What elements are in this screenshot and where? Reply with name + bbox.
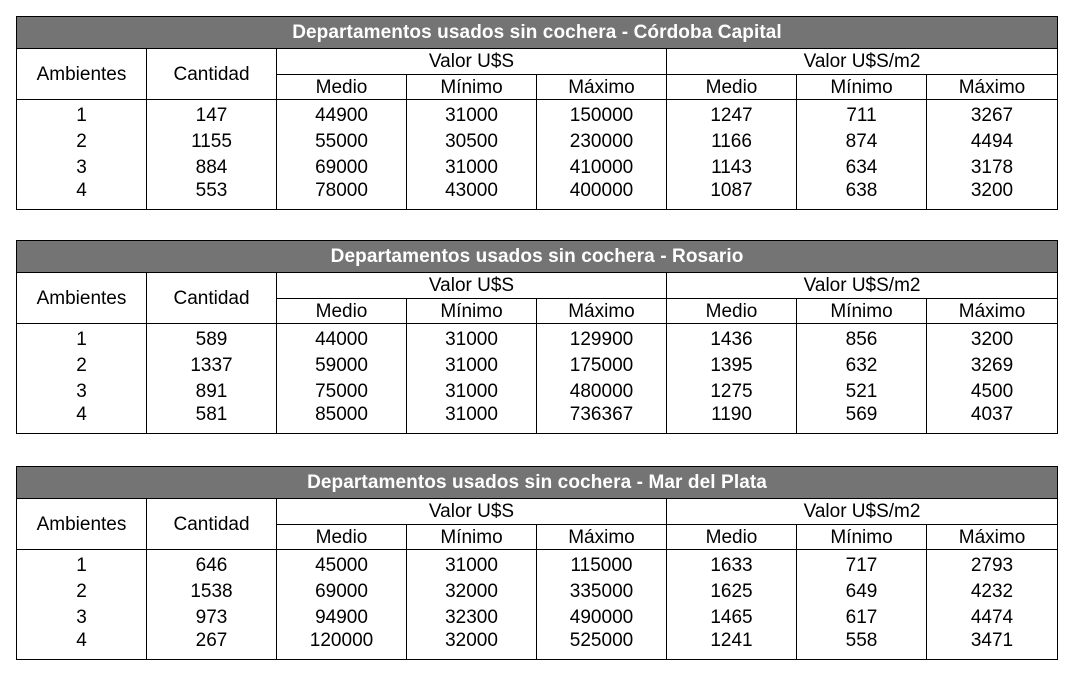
cell-cantidad: 1538: [147, 578, 277, 604]
subheader-medio-usd: Medio: [277, 299, 407, 324]
cell-ambientes: 4: [17, 630, 147, 660]
cell-cantidad: 646: [147, 550, 277, 579]
cell-maximo-usd: 230000: [537, 128, 667, 154]
subheader-minimo-m2: Mínimo: [797, 525, 927, 550]
header-cantidad: Cantidad: [147, 49, 277, 100]
cell-ambientes: 1: [17, 550, 147, 579]
table-title-row: [17, 241, 1058, 273]
cell-minimo-usd: 31000: [407, 100, 537, 129]
cell-medio-usd: 59000: [277, 352, 407, 378]
cell-cantidad: 1155: [147, 128, 277, 154]
cell-medio-m2: 1625: [667, 578, 797, 604]
cell-ambientes: 1: [17, 324, 147, 353]
cell-minimo-m2: 856: [797, 324, 927, 353]
subheader-minimo-usd: Mínimo: [407, 75, 537, 100]
cell-medio-usd: 85000: [277, 404, 407, 434]
cell-ambientes: 3: [17, 378, 147, 404]
table-row: [17, 578, 1058, 604]
subheader-medio-m2: Medio: [667, 299, 797, 324]
cell-minimo-usd: 32000: [407, 630, 537, 660]
cell-minimo-m2: 717: [797, 550, 927, 579]
table-row: [17, 630, 1058, 660]
cell-medio-m2: 1436: [667, 324, 797, 353]
header-cantidad: Cantidad: [147, 273, 277, 324]
cell-minimo-m2: 521: [797, 378, 927, 404]
cell-medio-usd: 75000: [277, 378, 407, 404]
cell-medio-m2: 1465: [667, 604, 797, 630]
cell-cantidad: 589: [147, 324, 277, 353]
cell-maximo-m2: 3200: [927, 324, 1058, 353]
cell-minimo-usd: 30500: [407, 128, 537, 154]
table-row: [17, 154, 1058, 180]
cell-medio-m2: 1247: [667, 100, 797, 129]
cell-medio-usd: 69000: [277, 578, 407, 604]
header-valor-usd: Valor U$S: [277, 49, 667, 75]
table-row: [17, 404, 1058, 434]
cell-maximo-m2: 4037: [927, 404, 1058, 434]
table-title: Departamentos usados sin cochera - Rosario: [17, 241, 1058, 273]
cell-minimo-usd: 31000: [407, 324, 537, 353]
cell-minimo-usd: 31000: [407, 154, 537, 180]
cell-medio-m2: 1087: [667, 180, 797, 210]
cell-maximo-m2: 4232: [927, 578, 1058, 604]
cell-maximo-m2: 2793: [927, 550, 1058, 579]
cell-minimo-usd: 31000: [407, 550, 537, 579]
cell-maximo-m2: 3200: [927, 180, 1058, 210]
cell-maximo-m2: 3267: [927, 100, 1058, 129]
cell-cantidad: 1337: [147, 352, 277, 378]
cell-cantidad: 973: [147, 604, 277, 630]
cell-medio-usd: 45000: [277, 550, 407, 579]
cell-maximo-usd: 335000: [537, 578, 667, 604]
cell-maximo-usd: 400000: [537, 180, 667, 210]
table-row: [17, 324, 1058, 353]
price-table-cordoba-capital: [16, 16, 1058, 210]
cell-cantidad: 581: [147, 404, 277, 434]
subheader-minimo-usd: Mínimo: [407, 299, 537, 324]
cell-ambientes: 4: [17, 404, 147, 434]
header-row: [17, 49, 1058, 75]
cell-maximo-usd: 490000: [537, 604, 667, 630]
header-valor-usd-m2: Valor U$S/m2: [667, 499, 1058, 525]
cell-cantidad: 553: [147, 180, 277, 210]
cell-maximo-usd: 175000: [537, 352, 667, 378]
cell-minimo-m2: 711: [797, 100, 927, 129]
header-ambientes: Ambientes: [17, 49, 147, 100]
cell-minimo-usd: 32000: [407, 578, 537, 604]
cell-maximo-m2: 3471: [927, 630, 1058, 660]
cell-medio-m2: 1166: [667, 128, 797, 154]
header-valor-usd: Valor U$S: [277, 499, 667, 525]
cell-minimo-m2: 632: [797, 352, 927, 378]
cell-cantidad: 147: [147, 100, 277, 129]
cell-maximo-usd: 525000: [537, 630, 667, 660]
table-row: [17, 180, 1058, 210]
cell-maximo-usd: 150000: [537, 100, 667, 129]
cell-minimo-m2: 558: [797, 630, 927, 660]
cell-maximo-usd: 736367: [537, 404, 667, 434]
header-valor-usd-m2: Valor U$S/m2: [667, 273, 1058, 299]
table-row: [17, 100, 1058, 129]
cell-medio-usd: 69000: [277, 154, 407, 180]
cell-maximo-usd: 480000: [537, 378, 667, 404]
cell-minimo-m2: 649: [797, 578, 927, 604]
cell-minimo-usd: 31000: [407, 378, 537, 404]
subheader-minimo-usd: Mínimo: [407, 525, 537, 550]
cell-ambientes: 2: [17, 352, 147, 378]
cell-medio-usd: 78000: [277, 180, 407, 210]
price-table-rosario: [16, 240, 1058, 434]
subheader-medio-m2: Medio: [667, 75, 797, 100]
cell-minimo-m2: 874: [797, 128, 927, 154]
cell-medio-usd: 44000: [277, 324, 407, 353]
header-row: [17, 499, 1058, 525]
table-row: [17, 128, 1058, 154]
table-title: Departamentos usados sin cochera - Córdoba Capital: [17, 17, 1058, 49]
cell-ambientes: 3: [17, 154, 147, 180]
cell-medio-usd: 94900: [277, 604, 407, 630]
cell-maximo-m2: 3178: [927, 154, 1058, 180]
subheader-minimo-m2: Mínimo: [797, 75, 927, 100]
subheader-maximo-m2: Máximo: [927, 75, 1058, 100]
cell-medio-usd: 55000: [277, 128, 407, 154]
cell-ambientes: 3: [17, 604, 147, 630]
cell-medio-m2: 1190: [667, 404, 797, 434]
cell-ambientes: 1: [17, 100, 147, 129]
table-row: [17, 550, 1058, 579]
subheader-maximo-m2: Máximo: [927, 299, 1058, 324]
cell-maximo-m2: 4500: [927, 378, 1058, 404]
subheader-maximo-usd: Máximo: [537, 299, 667, 324]
cell-medio-m2: 1395: [667, 352, 797, 378]
cell-minimo-m2: 569: [797, 404, 927, 434]
cell-medio-usd: 120000: [277, 630, 407, 660]
table-row: [17, 378, 1058, 404]
cell-minimo-m2: 617: [797, 604, 927, 630]
subheader-minimo-m2: Mínimo: [797, 299, 927, 324]
cell-medio-m2: 1143: [667, 154, 797, 180]
subheader-maximo-usd: Máximo: [537, 75, 667, 100]
subheader-medio-m2: Medio: [667, 525, 797, 550]
cell-minimo-usd: 31000: [407, 352, 537, 378]
cell-maximo-usd: 115000: [537, 550, 667, 579]
cell-medio-m2: 1633: [667, 550, 797, 579]
cell-medio-m2: 1241: [667, 630, 797, 660]
subheader-maximo-m2: Máximo: [927, 525, 1058, 550]
cell-minimo-m2: 638: [797, 180, 927, 210]
subheader-maximo-usd: Máximo: [537, 525, 667, 550]
cell-minimo-usd: 43000: [407, 180, 537, 210]
header-ambientes: Ambientes: [17, 273, 147, 324]
cell-minimo-m2: 634: [797, 154, 927, 180]
header-valor-usd-m2: Valor U$S/m2: [667, 49, 1058, 75]
header-row: [17, 273, 1058, 299]
cell-cantidad: 884: [147, 154, 277, 180]
cell-cantidad: 267: [147, 630, 277, 660]
table-row: [17, 352, 1058, 378]
cell-ambientes: 2: [17, 128, 147, 154]
cell-medio-usd: 44900: [277, 100, 407, 129]
table-title-row: [17, 467, 1058, 499]
table-row: [17, 604, 1058, 630]
header-cantidad: Cantidad: [147, 499, 277, 550]
cell-medio-m2: 1275: [667, 378, 797, 404]
cell-ambientes: 2: [17, 578, 147, 604]
subheader-medio-usd: Medio: [277, 525, 407, 550]
subheader-medio-usd: Medio: [277, 75, 407, 100]
header-ambientes: Ambientes: [17, 499, 147, 550]
table-title: Departamentos usados sin cochera - Mar del Plata: [17, 467, 1058, 499]
cell-ambientes: 4: [17, 180, 147, 210]
cell-maximo-m2: 4494: [927, 128, 1058, 154]
table-title-row: [17, 17, 1058, 49]
cell-minimo-usd: 31000: [407, 404, 537, 434]
header-valor-usd: Valor U$S: [277, 273, 667, 299]
cell-cantidad: 891: [147, 378, 277, 404]
cell-maximo-usd: 410000: [537, 154, 667, 180]
cell-maximo-usd: 129900: [537, 324, 667, 353]
price-table-mar-del-plata: [16, 466, 1058, 660]
cell-minimo-usd: 32300: [407, 604, 537, 630]
cell-maximo-m2: 3269: [927, 352, 1058, 378]
cell-maximo-m2: 4474: [927, 604, 1058, 630]
